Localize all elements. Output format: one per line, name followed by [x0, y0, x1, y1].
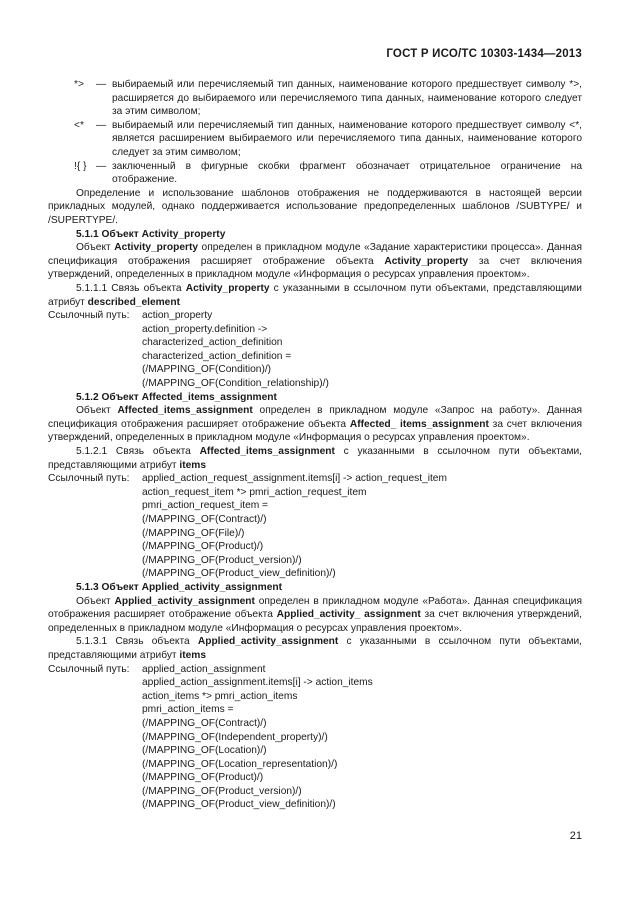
reference-path-line: (/MAPPING_OF(File)/): [142, 527, 245, 539]
subsection-paragraph: [48, 282, 582, 309]
text-run: Объект: [76, 242, 115, 254]
text-run: 5.1.2.1 Связь объекта: [76, 446, 200, 458]
section-description: [48, 404, 582, 445]
section-heading: 5.1.2 Объект Affected_items_assignment: [76, 391, 277, 403]
definitions-list: [48, 78, 582, 187]
reference-path-line: pmri_action_items =: [142, 704, 234, 716]
definition-dash: —: [96, 79, 107, 90]
reference-path-label: Ссылочный путь:: [48, 663, 130, 675]
reference-path-line: (/MAPPING_OF(Contract)/): [142, 514, 267, 525]
reference-path-line: (/MAPPING_OF(Product_version)/): [142, 785, 302, 797]
entity-name: Applied_activity_assignment: [197, 636, 339, 648]
reference-path-lines: [142, 663, 582, 813]
reference-path-label: Ссылочный путь:: [48, 473, 130, 485]
definition-text: заключенный в фигурные скобки фрагмент обозначает отрицательное ограничение на отображение.: [112, 160, 582, 186]
reference-path-line: applied_action_request_assignment.items[i] -> action_request_item: [142, 473, 447, 485]
reference-path-line: pmri_action_request_item =: [142, 500, 268, 512]
intro-paragraph: Определение и использование шаблонов отображения не поддерживаются в настоящей версии прикладных модулей, однако поддерживается использование предопределенных шаблонов /SUBTYPE/ и /SUPERTYPE/.: [48, 187, 582, 226]
entity-name: Affected_ items_assignment: [349, 418, 489, 430]
definition-item: [48, 78, 582, 119]
entity-name: Activity_property: [114, 242, 199, 254]
subsection-paragraph: [48, 445, 582, 472]
reference-path-line: (/MAPPING_OF(Product)/): [142, 772, 264, 784]
section: [48, 581, 582, 812]
text-run: за счет включения утверждений, определенных в прикладном модуле «Информация о ресурсах управления проектом».: [48, 609, 582, 634]
entity-name: Affected_items_assignment: [117, 405, 253, 417]
reference-path-line: action_property: [142, 310, 213, 322]
reference-path-label: Ссылочный путь:: [48, 310, 130, 322]
definition-item: [48, 119, 582, 160]
section-heading: 5.1.3 Объект Applied_activity_assignment: [76, 581, 282, 593]
reference-path-line: (/MAPPING_OF(Product_view_definition)/): [142, 568, 336, 580]
definition-item: [48, 160, 582, 187]
reference-path-line: (/MAPPING_OF(Location)/): [142, 745, 267, 757]
reference-path-line: (/MAPPING_OF(Contract)/): [142, 717, 267, 729]
reference-path-line: (/MAPPING_OF(Location_representation)/): [142, 758, 338, 770]
text-run: с указанными в ссылочном пути объектами, представляющими атрибут: [48, 636, 582, 661]
reference-path-line: (/MAPPING_OF(Condition)/): [142, 364, 272, 376]
reference-path-line: (/MAPPING_OF(Product_version)/): [142, 554, 302, 566]
entity-name: Activity_property: [384, 255, 469, 267]
text-run: 5.1.3.1 Связь объекта: [76, 636, 198, 648]
section-description: [48, 241, 582, 282]
text-run: за счет включения утверждений, определенных в прикладном модуле «Информация о ресурсах управления проектом».: [48, 255, 582, 281]
reference-path-line: action_property.definition ->: [142, 323, 268, 335]
text-run: с указанными в ссылочном пути объектами, представляющими атрибут: [48, 446, 582, 471]
text-run: определен в прикладном модуле «Запрос на работу». Данная спецификация отображения расширяет отображение объекта: [48, 405, 582, 430]
definition-text: выбираемый или перечисляемый тип данных, наименование которого предшествует символу <*, является расширением выбираемого или перечисляемого типа данных, наименование которого следует за этим символом;: [112, 119, 582, 158]
reference-path-lines: [142, 309, 582, 391]
definition-dash: —: [96, 119, 107, 131]
attribute-name: items: [179, 459, 207, 471]
reference-path: [48, 472, 582, 581]
text-run: за счет включения утверждений, определенных в прикладном модуле «Информация о ресурсах управления проектом».: [48, 418, 582, 444]
text-run: Объект: [76, 405, 118, 417]
entity-name: Activity_property: [185, 282, 270, 294]
reference-path-line: (/MAPPING_OF(Independent_property)/): [142, 731, 328, 743]
definition-text: выбираемый или перечисляемый тип данных, наименование которого предшествует символу *>, расширяется до выбираемого или перечисляемого типа данных, наименование которого следует за этим символом;: [112, 79, 582, 118]
reference-path-line: (/MAPPING_OF(Product)/): [142, 541, 264, 553]
reference-path-line: characterized_action_definition: [142, 337, 283, 349]
definition-symbol: <*: [74, 119, 84, 131]
document-body: [48, 78, 582, 812]
reference-path: [48, 663, 582, 813]
reference-path-line: applied_action_assignment.items[i] -> action_items: [142, 677, 373, 689]
section-heading: 5.1.1 Объект Activity_property: [76, 228, 226, 240]
attribute-name: described_element: [87, 296, 180, 308]
reference-path-line: characterized_action_definition =: [142, 350, 292, 362]
section-description: [48, 595, 582, 636]
text-run: определен в прикладном модуле «Задание характеристики процесса». Данная спецификация отображения расширяет отображение объекта: [48, 242, 582, 267]
reference-path-line: applied_action_assignment: [142, 663, 266, 675]
reference-path: [48, 309, 582, 391]
text-run: с указанными в ссылочном пути объектами, представляющими атрибут: [48, 282, 582, 308]
page-number: 21: [569, 830, 582, 842]
reference-path-line: (/MAPPING_OF(Condition_relationship)/): [142, 378, 329, 390]
reference-path-line: action_items *> pmri_action_items: [142, 690, 298, 702]
entity-name: Applied_activity_assignment: [114, 595, 255, 607]
section: [48, 391, 582, 581]
text-run: 5.1.1.1 Связь объекта: [76, 282, 186, 294]
attribute-name: items: [179, 649, 207, 661]
definition-symbol: !{ }: [74, 160, 87, 172]
sections-container: [48, 228, 582, 813]
section: [48, 228, 582, 391]
reference-path-line: action_request_item *> pmri_action_request_item: [142, 486, 367, 498]
reference-path-lines: [142, 472, 582, 581]
text-run: определен в прикладном модуле «Работа». Данная спецификация отображения расширяет отображение объекта: [48, 595, 582, 621]
text-run: Объект: [76, 595, 115, 607]
definition-dash: —: [96, 160, 107, 172]
document-header: ГОСТ Р ИСО/ТС 10303-1434—2013: [386, 48, 582, 60]
entity-name: Affected_items_assignment: [199, 446, 335, 458]
subsection-paragraph: [48, 635, 582, 662]
entity-name: Applied_activity_ assignment: [276, 609, 421, 621]
definition-symbol: *>: [74, 79, 84, 90]
reference-path-line: (/MAPPING_OF(Product_view_definition)/): [142, 799, 336, 811]
